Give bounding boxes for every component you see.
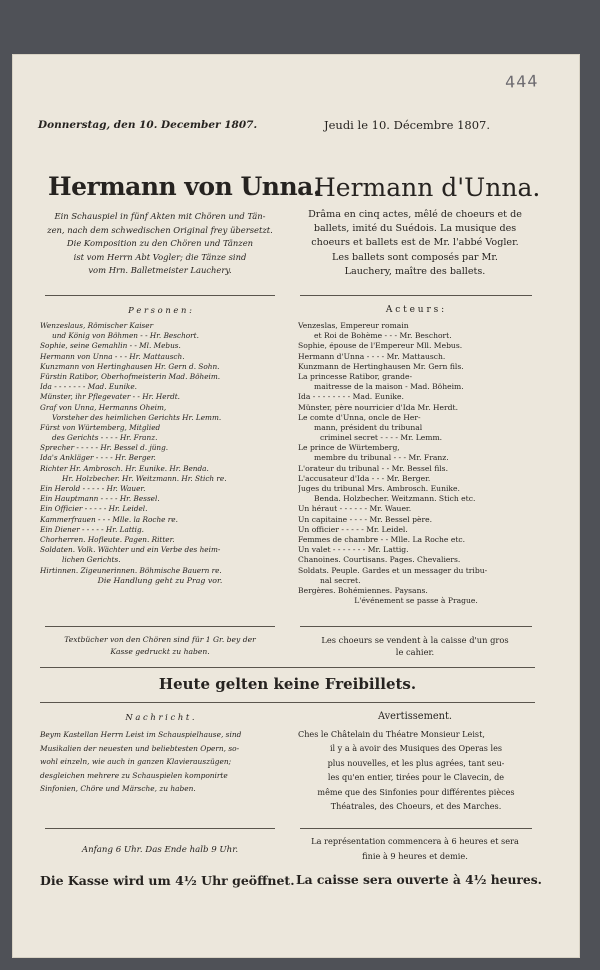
list-item: Hermann d'Unna - - - - Mr. Mattausch. <box>298 351 446 361</box>
list-item: Vorsteher des heimlichen Gerichts Hr. Lemm. <box>52 412 222 422</box>
list-item: Femmes de chambre - - Mlle. La Roche etc. <box>298 534 466 544</box>
divider-booklet-german <box>45 626 275 627</box>
list-item: Sprecher - - - - - Hr. Bessel d. jüng. <box>40 443 169 453</box>
title-german: Hermann von Unna. <box>48 172 322 201</box>
announcement-german: Beym Kastellan Herrn Leist im Schauspielhause, sind Musikalien der neuesten und beliebtesten Opern, so- wohl einzeln, wie auch in ganzen Klavierauszügen; desgleichen mehrere zu Schauspielen komponirte Sinfonien, Chöre und Märsche, zu haben. <box>40 730 242 794</box>
list-item: Wenzeslaus, Römischer Kaiser <box>40 321 154 330</box>
date-french: Jeudi le 10. Décembre 1807. <box>324 118 491 132</box>
list-item: Soldaten. Volk. Wächter und ein Verbe des heim- <box>40 545 221 555</box>
list-item: Ida - - - - - - - - Mad. Eunike. <box>298 392 404 402</box>
announcement-heading-french: Avertissement. <box>377 711 453 722</box>
divider-banner-bottom <box>40 702 535 703</box>
box-office-german: Die Kasse wird um 4½ Uhr geöffnet. <box>40 873 295 888</box>
list-item: Ein Hauptmann - - - - Hr. Bessel. <box>40 494 160 504</box>
box-office-french: La caisse sera ouverte à 4½ heures. <box>296 872 542 887</box>
list-item: maitresse de la maison - Mad. Böheim. <box>314 382 464 392</box>
list-item: Venzeslas, Empereur romain <box>298 321 409 330</box>
list-item: Soldats. Peuple. Gardes et un messager du tribu- <box>298 565 488 575</box>
list-item: nal secret. <box>320 575 361 585</box>
list-item: Le comte d'Unna, oncle de Her- <box>298 412 421 422</box>
list-item: Ida - - - - - - - Mad. Eunike. <box>40 382 137 392</box>
list-item: Juges du tribunal Mrs. Ambrosch. Eunike. <box>298 484 460 493</box>
divider-banner-top <box>40 667 535 668</box>
list-item: Fürst von Würtemberg, Mitglied <box>40 422 161 432</box>
booklet-note-german: Textbücher von den Chören sind für 1 Gr. bey der Kasse gedruckt zu haben. <box>64 635 256 656</box>
list-item: Hr. Holzbecher. Hr. Weitzmann. Hr. Stich re. <box>62 473 227 483</box>
list-item: Un héraut - - - - - - Mr. Wauer. <box>298 504 412 514</box>
list-item: Hermann von Unna - - - Hr. Mattausch. <box>40 351 185 361</box>
list-item: lichen Gerichts. <box>62 555 121 565</box>
list-item: L'orateur du tribunal - - Mr. Bessel fils. <box>298 463 448 473</box>
list-item: Sophie, seine Gemahlin - - Ml. Mebus. <box>40 341 181 351</box>
list-item: Ida's Ankläger - - - - Hr. Berger. <box>40 453 156 463</box>
list-item: Kammerfrauen - - - Mlle. la Roche re. <box>40 514 178 524</box>
list-item: L'accusateur d'Ida - - - Mr. Berger. <box>298 473 431 483</box>
cast-heading-french: A c t e u r s : <box>385 305 445 315</box>
divider-times-french <box>300 828 532 829</box>
description-french: Drâma en cinq actes, mêlé de choeurs et de ballets, imité du Suédois. La musique des choeurs et ballets est de Mr. l'abbé Vogler. Les ballets sont composés par Mr. Lauchery, maître des ballets. <box>308 209 522 277</box>
divider-cast-german <box>45 295 275 296</box>
cast-list-german <box>40 321 280 586</box>
announcement-french: Ches le Châtelain du Théatre Monsieur Leist, il y a à avoir des Musiques des Operas les plus nouvelles, et les plus agrées, tant seu- les qu'en entier, tirées pour le Clavecin, de même que des Sinfonies pour différentes pièces Théatrales, des Choeurs, et des Marches. <box>298 729 515 812</box>
list-item: Ein Herold - - - - - Hr. Wauer. <box>40 484 146 493</box>
list-item: membre du tribunal - - - Mr. Franz. <box>314 453 449 463</box>
list-item: Le prince de Würtemberg, <box>298 443 400 453</box>
list-item: Kunzmann von Hertinghausen Hr. Gern d. Sohn. <box>40 361 220 371</box>
title-french: Hermann d'Unna. <box>314 173 541 202</box>
date-german: Donnerstag, den 10. December 1807. <box>38 119 258 131</box>
times-french: La représentation commencera à 6 heures et sera finie à 9 heures et demie. <box>311 836 519 861</box>
list-item: des Gerichts - - - - Hr. Franz. <box>52 433 158 443</box>
list-item: Ein Officier - - - - - Hr. Leidel. <box>40 504 148 514</box>
list-item: Chanoines. Courtisans. Pages. Chevaliers. <box>298 555 461 565</box>
list-item: und König von Böhmen - - Hr. Beschort. <box>52 331 199 341</box>
list-item: Fürstin Ratibor, Oberhofmeisterin Mad. Böheim. <box>40 371 221 381</box>
announcement-heading-german: N a c h r i c h t . <box>125 712 195 722</box>
booklet-note-french: Les choeurs se vendent à la caisse d'un gros le cahier. <box>321 635 509 657</box>
list-item: Die Handlung geht zu Prag vor. <box>97 575 223 585</box>
list-item: Benda. Holzbecher. Weitzmann. Stich etc. <box>314 494 476 504</box>
cast-heading-german: P e r s o n e n : <box>128 305 192 315</box>
list-item: Bergères. Bohémiennes. Paysans. <box>298 585 428 595</box>
list-item: Chorherren. Hofleute. Pagen. Ritter. <box>40 534 175 544</box>
divider-booklet-french <box>300 626 532 627</box>
notice-banner: Heute gelten keine Freibillets. <box>158 675 417 693</box>
list-item: Un capitaine - - - - Mr. Bessel père. <box>298 514 432 524</box>
list-item: Münster, père nourricier d'Ida Mr. Herdt. <box>298 402 458 412</box>
list-item: La princesse Ratibor, grande- <box>298 371 413 381</box>
list-item: Kunzmann de Hertinghausen Mr. Gern fils. <box>298 361 464 371</box>
description-german: Ein Schauspiel in fünf Akten mit Chören und Tän- zen, nach dem schwedischen Original frey übersetzt. Die Komposition zu den Chören und Tänzen ist vom Herrn Abt Vogler; die Tänze sind vom Hrn. Balletmeister Lauchery. <box>47 211 273 275</box>
list-item: Münster, ihr Pflegevater - - Hr. Herdt. <box>40 392 180 402</box>
list-item: Sophie, épouse de l'Empereur Mll. Mebus. <box>298 341 463 351</box>
list-item: Hirtinnen. Zigeunerinnen. Böhmische Bauern re. <box>40 565 222 575</box>
list-item: et Roi de Bohème - - - Mr. Beschort. <box>314 331 452 341</box>
list-item: Un officier - - - - - Mr. Leidel. <box>298 524 408 534</box>
page-number: 444 <box>504 71 539 92</box>
list-item: mann, président du tribunal <box>314 422 423 432</box>
list-item: Un valet - - - - - - - Mr. Lattig. <box>298 545 409 555</box>
times-german: Anfang 6 Uhr. Das Ende halb 9 Uhr. <box>81 845 239 855</box>
divider-times-german <box>45 828 275 829</box>
list-item: Graf von Unna, Hermanns Oheim, <box>40 402 167 412</box>
cast-list-french <box>298 321 534 606</box>
list-item: Richter Hr. Ambrosch. Hr. Eunike. Hr. Benda. <box>40 463 209 473</box>
list-item: L'événement se passe à Prague. <box>354 596 478 606</box>
divider-cast-french <box>300 295 532 296</box>
list-item: criminel secret - - - - Mr. Lemm. <box>320 433 443 443</box>
list-item: Ein Diener - - - - - Hr. Lattig. <box>40 524 145 534</box>
